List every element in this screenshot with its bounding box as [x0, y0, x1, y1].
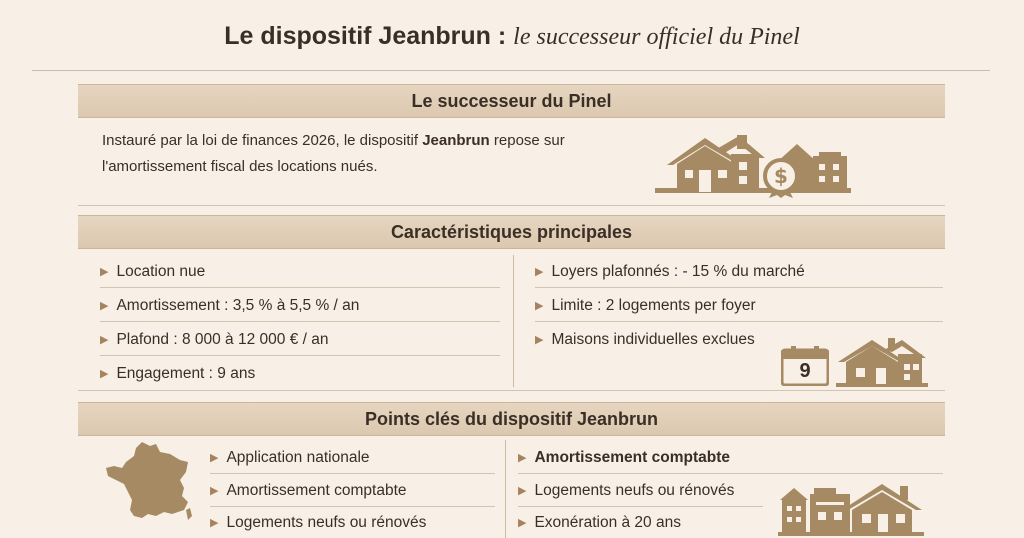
arrow-right-icon: ▶ [535, 266, 544, 278]
calendar-number: 9 [799, 360, 811, 382]
list-item-label: Limite : 2 logements per foyer [551, 297, 756, 314]
page-title-italic: le successeur officiel du Pinel [513, 24, 800, 50]
list-item-label: Plafond : 8 000 à 12 000 € / an [116, 331, 329, 348]
arrow-right-icon: ▶ [518, 452, 527, 464]
houses-dollar-icon [655, 132, 855, 198]
arrow-right-icon: ▶ [518, 485, 527, 497]
list-item [210, 482, 407, 500]
section-points-cles-header [78, 402, 945, 436]
intro-text [102, 128, 642, 180]
arrow-right-icon: ▶ [210, 517, 219, 529]
divider [535, 321, 943, 322]
france-map-icon [104, 440, 194, 522]
intro-text-line2: l'amortissement fiscal des locations nués. [102, 158, 378, 175]
list-item [100, 365, 255, 383]
arrow-right-icon: ▶ [100, 334, 109, 346]
list-item-label: Logements neufs ou rénovés [534, 482, 735, 499]
divider [100, 355, 500, 356]
section-successeur-header [78, 84, 945, 118]
list-item [535, 297, 756, 315]
list-item-label: Maisons individuelles exclues [551, 331, 755, 348]
list-item-label: Amortissement : 3,5 % à 5,5 % / an [116, 297, 360, 314]
divider [100, 321, 500, 322]
list-item [100, 331, 328, 349]
page-title-bold: Le dispositif Jeanbrun : [224, 22, 507, 50]
list-item-label: Location nue [116, 263, 206, 280]
arrow-right-icon: ▶ [535, 300, 544, 312]
intro-text-part: repose sur [489, 132, 565, 149]
list-item [518, 449, 730, 467]
divider [535, 287, 943, 288]
list-item [535, 331, 755, 349]
calendar-icon [781, 346, 829, 386]
section-successeur-title: Le successeur du Pinel [411, 91, 612, 111]
list-item [518, 482, 734, 500]
svg-text:$: $ [774, 164, 788, 188]
list-item-label: Engagement : 9 ans [116, 365, 256, 382]
title-divider [32, 70, 990, 71]
arrow-right-icon: ▶ [100, 300, 109, 312]
divider [210, 506, 495, 507]
intro-text-part: Instauré par la loi de finances 2026, le dispositif [102, 132, 423, 149]
divider [518, 473, 943, 474]
intro-text-bold: Jeanbrun [422, 132, 490, 149]
list-item-label: Application nationale [226, 449, 370, 466]
list-item [535, 263, 805, 281]
list-item [210, 449, 370, 467]
divider [210, 473, 495, 474]
list-item-label: Exonération à 20 ans [534, 514, 681, 531]
list-item-label: Amortissement comptabte [226, 482, 407, 499]
house-icon [836, 336, 928, 388]
arrow-right-icon: ▶ [100, 266, 109, 278]
column-divider [513, 255, 514, 387]
list-item [518, 514, 681, 532]
divider [518, 506, 763, 507]
section-caracteristiques-header [78, 215, 945, 249]
divider [78, 205, 945, 206]
divider [78, 390, 945, 391]
list-item-label: Loyers plafonnés : - 15 % du marché [551, 263, 805, 280]
list-item [100, 263, 205, 281]
list-item-label: Logements neufs ou rénovés [226, 514, 427, 531]
arrow-right-icon: ▶ [535, 334, 544, 346]
list-item-label: Amortissement comptabte [534, 449, 730, 466]
arrow-right-icon: ▶ [518, 517, 527, 529]
arrow-right-icon: ▶ [210, 485, 219, 497]
column-divider [505, 440, 506, 538]
list-item [210, 514, 426, 532]
arrow-right-icon: ▶ [100, 368, 109, 380]
houses-group-icon [778, 482, 924, 536]
section-points-cles-title: Points clés du dispositif Jeanbrun [364, 409, 659, 429]
divider [100, 287, 500, 288]
list-item [100, 297, 359, 315]
arrow-right-icon: ▶ [210, 452, 219, 464]
page-title [0, 22, 1024, 51]
section-caracteristiques-title: Caractéristiques principales [390, 222, 633, 242]
